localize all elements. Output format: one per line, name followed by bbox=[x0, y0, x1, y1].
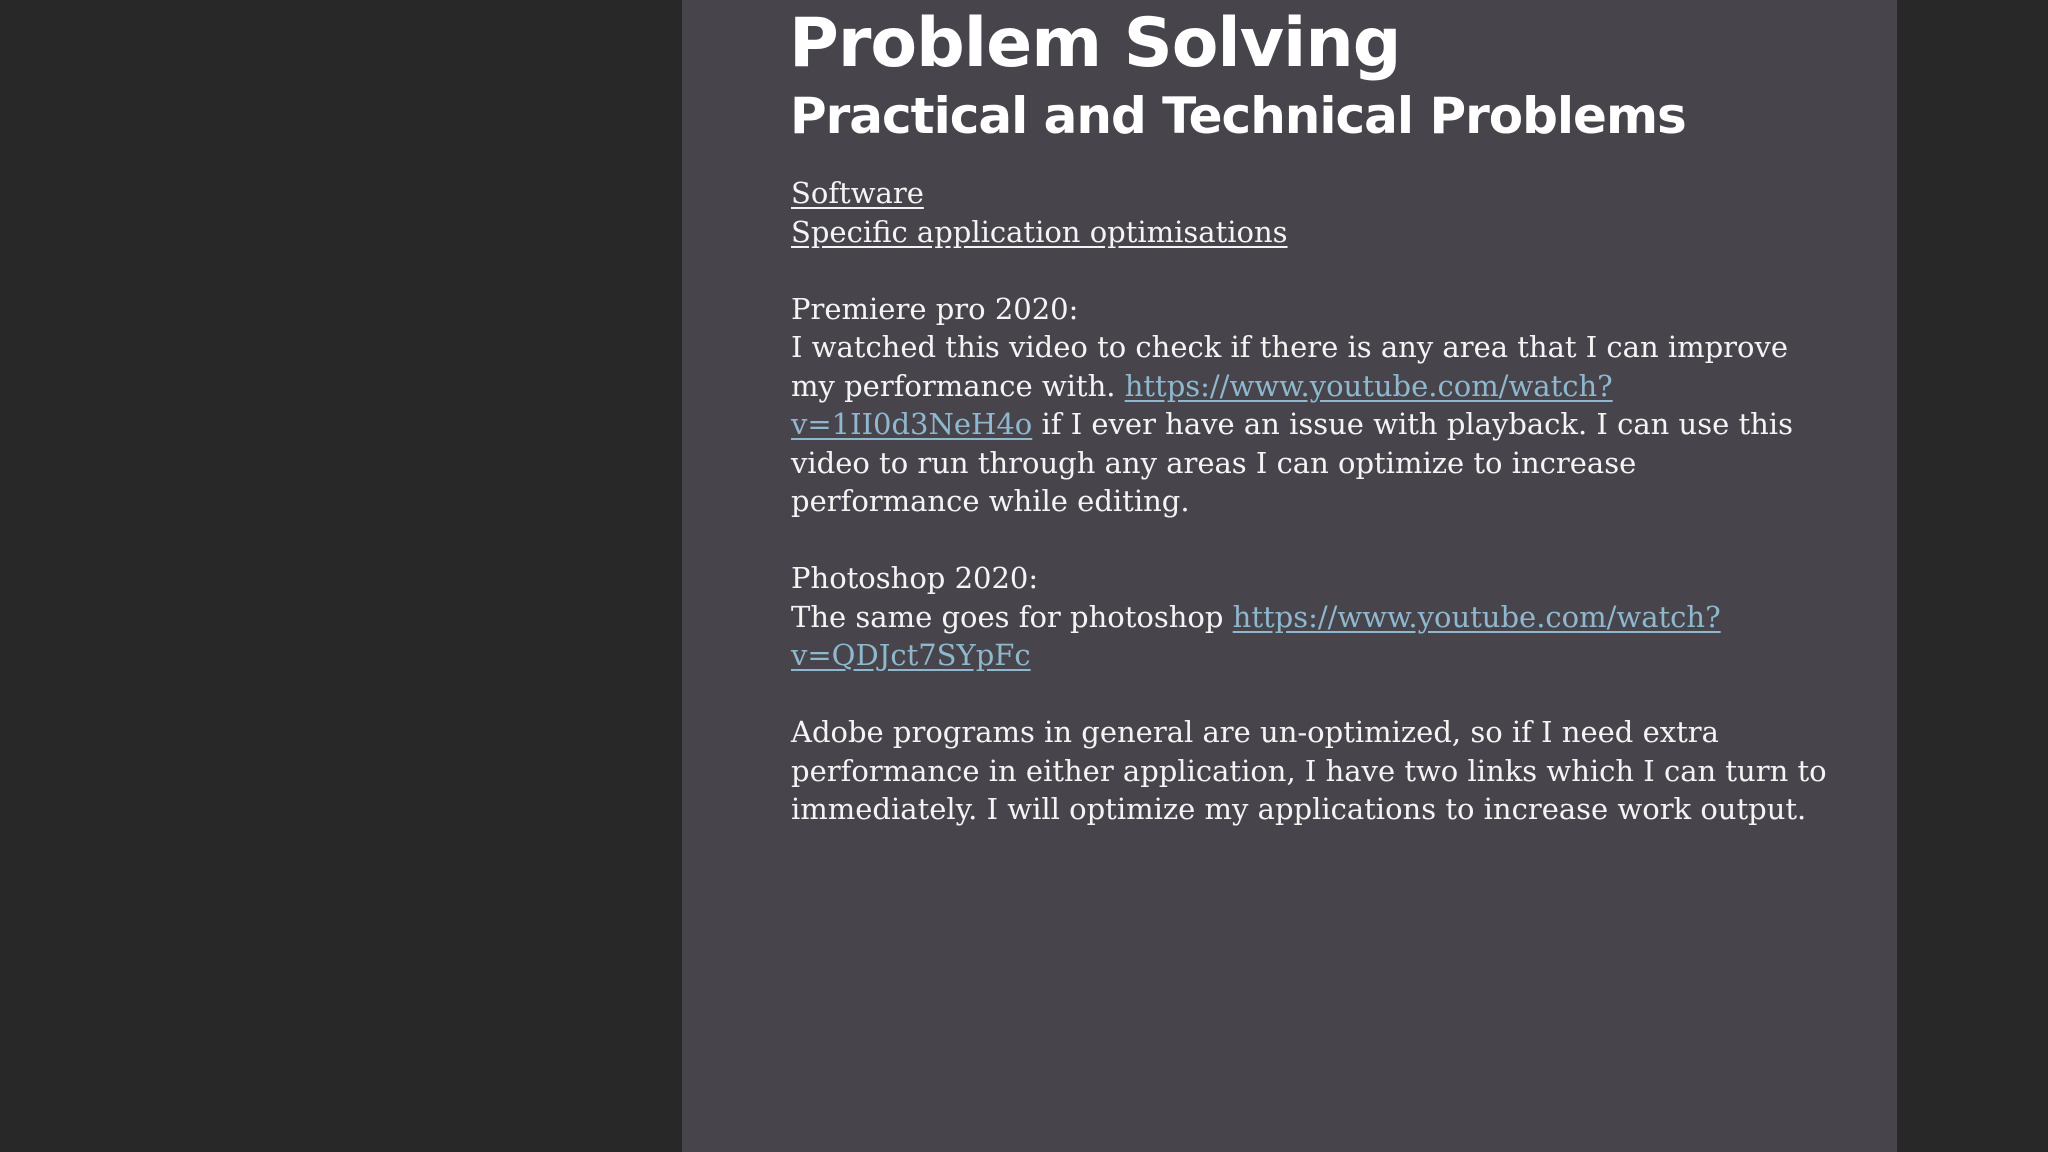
premiere-video-link[interactable]: https://www.youtube.com/watch?v=1II0d3NeH4o bbox=[791, 368, 1613, 441]
slide-content bbox=[791, 0, 1831, 829]
spacer bbox=[791, 521, 1831, 560]
slide-body bbox=[791, 174, 1831, 829]
premiere-text: I watched this video to check if there is any area that I can improve my performance with. bbox=[791, 330, 1789, 403]
section-heading: Software bbox=[791, 176, 924, 210]
slide-page bbox=[682, 0, 1897, 1152]
premiere-paragraph bbox=[791, 328, 1831, 521]
section-subheading: Specific application optimisations bbox=[791, 214, 1288, 249]
slide-title: Problem Solving bbox=[789, 4, 1401, 83]
premiere-text-after: if I ever have an issue with playback. I can use this video to run through any areas I can optimize to increase performance while editing. bbox=[791, 407, 1793, 518]
photoshop-label: Photoshop 2020: bbox=[791, 561, 1039, 595]
conclusion-paragraph: Adobe programs in general are un-optimized, so if I need extra performance in either application, I have two links which I can turn to immediately. I will optimize my applications to increase work output. bbox=[791, 715, 1827, 826]
slide-subtitle: Practical and Technical Problems bbox=[790, 87, 1686, 145]
photoshop-video-link[interactable]: https://www.youtube.com/watch?v=QDJct7SYpFc bbox=[791, 599, 1721, 672]
spacer bbox=[791, 675, 1831, 714]
spacer bbox=[791, 251, 1831, 290]
photoshop-paragraph bbox=[791, 598, 1831, 675]
photoshop-text: The same goes for photoshop bbox=[791, 599, 1233, 634]
premiere-label: Premiere pro 2020: bbox=[791, 291, 1079, 326]
